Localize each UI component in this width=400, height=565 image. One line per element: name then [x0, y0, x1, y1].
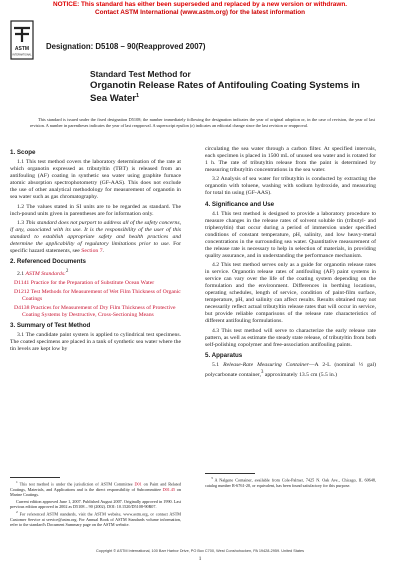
title-line-1: Standard Test Method for: [90, 69, 191, 79]
document-title: [90, 69, 360, 105]
d1212-link[interactable]: D1212: [14, 288, 30, 295]
paragraph-4-2: 4.2 This test method serves only as a guide for organotin release rates in service. Organotin release rates of antifouling (AF) paint systems in service can vary over the life of the coating system depending on the formulation and the environment. Differences in berthing locations, operating schedules, length of service, condition of paint-film surface, temperature, pH, and salinity can affect results. Results obtained may not necessarily reflect actual tributyltin release rates that will occur in service, but provide reliable comparisons of the release rate characteristics of different antifouling formulations.: [205, 262, 376, 325]
paragraph-3-2: 3.2 Analysis of sea water for tributyltin is conducted by extracting the organotin with toluene, washing with sodium hydroxide, and measuring for total tin using (GF-AAS).: [205, 176, 376, 197]
notice-line-2: Contact ASTM International (www.astm.org) for the latest information: [94, 8, 306, 16]
section-heading-apparatus: 5. Apparatus: [205, 351, 243, 359]
footnote-3: $^3$ A Nalgene Container, available from Cole-Palmer, 7425 N. Oak Ave., Chicago, IL 60648, catalog number R-6761-20, or equivalent, has been found satisfactory for this purpose.: [205, 476, 376, 488]
reference-d1141: D1141 Practice for the Preparation of Substitute Ocean Water: [14, 280, 155, 287]
section-heading-scope: 1. Scope: [10, 149, 36, 156]
footnote-rule-left: [10, 477, 60, 478]
supersede-notice: [0, 1, 400, 16]
paragraph-1-2: 1.2 The values stated in SI units are to be regarded as standard. The inch-pound units given in parentheses are for information only.: [10, 203, 181, 217]
d4138-link[interactable]: D4138: [14, 304, 30, 311]
d1141-link[interactable]: D1141: [14, 280, 30, 287]
notice-line-1: NOTICE: This standard has either been superseded and replaced by a new version or withdrawn.: [52, 1, 348, 8]
paragraph-1-1: 1.1 This test method covers the laboratory determination of the rate at which organotin expressed as tributyltin (TBT) is released from an antifouling (AF) coating in synthetic sea water using graphite furnace atomic absorption spectrophotometry (GF-AAS). This does not exclude the use of other analytical methodology for measurement of organotin in sea water such as gas chromatography.: [10, 159, 181, 201]
paragraph-5-1: 5.1 Release-Rate Measuring Container—A 2-L (nominal ½ gal) polycarbonate container,$^3$ approximately 13.5 cm (5.5 in.): [205, 361, 377, 378]
designation: Designation: D5108 – 90(Reapproved 2007): [46, 42, 206, 51]
copyright-line: Copyright © ASTM International, 100 Barr Harbor Drive, PO Box C700, West Conshohocken, PA 19428-2959. United States: [95, 549, 304, 553]
footnotes-right: [205, 476, 376, 489]
paragraph-4-3: 4.3 This test method will serve to characterize the early release rate pattern, as well as estimate the steady state release, of tributyltin from both self-polishing copolymer and free-association antifouling paints.: [205, 327, 376, 348]
reference-d4138: D4138 Practices for Measurement of Dry Film Thickness of Protective Coating Systems by Destructive, Cross-Sectioning Means: [14, 304, 176, 318]
paragraph-3-1-continued: circulating the sea water through a carbon filter. At specified intervals, each specimen is placed in 1500 mL of unused sea water and is rotated for 1 h. The rate of tributyltin release from the paint is determined by measuring tributyltin concentrations in the sea water.: [205, 146, 376, 174]
right-column: [205, 146, 376, 381]
astm-logo: [10, 20, 34, 60]
left-column: [10, 146, 181, 355]
issuance-note: This standard is issued under the fixed designation D5108; the number immediately following the designation indicates the year of original adoption or, in the case of revision, the year of last revision. A number in parentheses indicates the year of last reapproval. A superscript epsilon (ε) indicates an editorial change since the last revision or reapproval.: [30, 117, 375, 128]
footnote-1: $^1$ This test method is under the jurisdiction of ASTM Committee D01 on Paint and Related Coatings, Materials, and Applications and is the direct responsibility of Subcommittee D01.45 on Marine Coatings.: [10, 480, 181, 497]
title-line-3: Sea Water$^1$: [90, 93, 140, 105]
footnote-1-edition: Current edition approved June 1, 2007. Published August 2007. Originally approved in 1990. Last previous edition approved in 2002 as D5108 – 90 (2002). DOI: 10.1520/D5108-90R07.: [10, 498, 181, 509]
paragraph-1-3: 1.3 This standard does not purport to address all of the safety concerns, if any, associated with its use. It is the responsibility of the user of this standard to establish appropriate safety and health practices and determine the applicability of regulatory limitations prior to use. For specific hazard statements, see Section 7.: [10, 219, 181, 254]
section-heading-referenced-documents: 2. Referenced Documents: [10, 258, 86, 266]
paragraph-2-1: 2.1 ASTM Standards:$^2$: [17, 269, 69, 277]
paragraph-3-1: 3.1 The candidate paint system is applied to cylindrical test specimens. The coated specimens are placed in a tank of synthetic sea water where the tin levels are kept low by: [10, 331, 181, 352]
section-heading-significance: 4. Significance and Use: [205, 200, 275, 208]
d01-45-link[interactable]: D01.45: [162, 486, 176, 492]
page-number: 1: [198, 556, 202, 562]
reference-d1212: D1212 Test Methods for Measurement of Wet Film Thickness of Organic Coatings: [14, 288, 181, 302]
svg-text:INTERNATIONAL: INTERNATIONAL: [12, 53, 32, 57]
footnote-rule-right: [205, 473, 255, 474]
footnotes-left: [10, 480, 181, 529]
d01-link[interactable]: D01: [134, 481, 142, 487]
astm-standards-link[interactable]: ASTM Standards:: [25, 270, 66, 277]
svg-text:ASTM: ASTM: [14, 46, 30, 52]
paragraph-4-1: 4.1 This test method is designed to provide a laboratory procedure to measure changes in the release rates of solvent soluble tin (tributyl- and triphenyltin) that occur during a period of immersion under specified conditions of constant temperature, pH, salinity, and low heavy-metal concentrations in the surrounding sea water. Quantitative measurement of the release rate is necessary to help in selection of materials, in providing quality assurance, and in understanding the performance mechanism.: [205, 210, 376, 259]
title-line-2: Organotin Release Rates of Antifouling Coating Systems in: [90, 80, 360, 92]
footnote-2: $^2$ For referenced ASTM standards, visit the ASTM website, www.astm.org, or contact ASTM Customer Service at service@astm.org. For Annual Book of ASTM Standards volume information, refer to the standard's Document Summary page on the ASTM website.: [10, 510, 182, 528]
section-7-link[interactable]: Section 7: [81, 247, 103, 254]
section-heading-summary: 3. Summary of Test Method: [10, 321, 91, 329]
